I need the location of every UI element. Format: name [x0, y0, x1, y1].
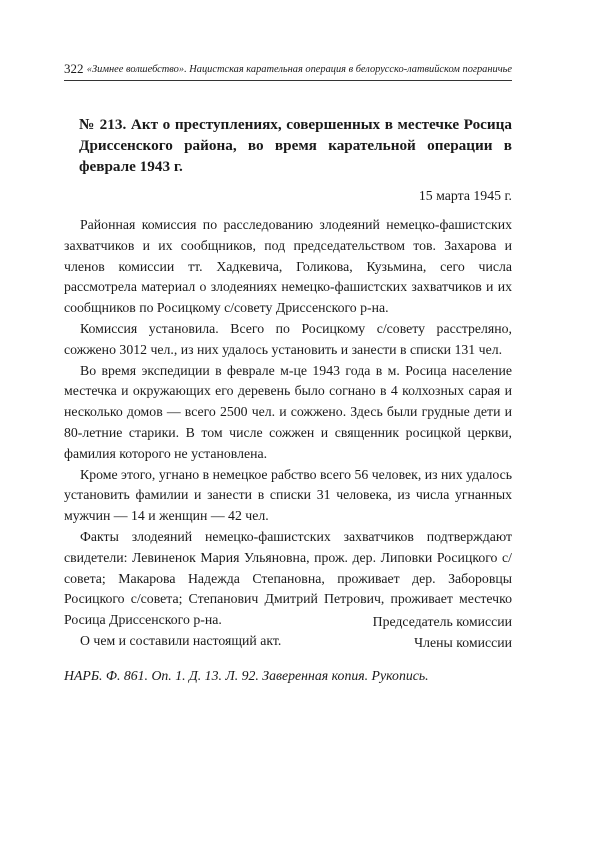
running-title: «Зимнее волшебство». Нацистская карательная операция в белорусско-латвийском пограничье [86, 64, 512, 75]
signature-members: Члены комиссии [414, 634, 512, 650]
paragraph: Районная комиссия по расследованию злодеяний немецко-фашистских захватчиков и их сообщников, под председательством тов. Захарова и членов комиссии тт. Хадкевича, Голикова, Кузьмина, сего числа рассмотрела материал о злодеяниях немецко-фашистских захватчиков и их сообщников по Росицкому с/совету Дриссенского р-на. [64, 217, 512, 316]
signature-block [373, 612, 512, 654]
paragraph: О чем и составили настоящий акт. [80, 632, 282, 648]
document-date: 15 марта 1945 г. [418, 188, 512, 203]
document-title-text: № 213. Акт о преступлениях, совершенных в местечке Росица Дриссенского района, во время карательной операции в феврале 1943 г. [79, 116, 512, 175]
paragraph: Кроме этого, угнано в немецкое рабство всего 56 человек, из них удалось установить фамилии и занести в списки 31 человека, из числа угнанных мужчин — 14 и женщин — 42 чел. [64, 466, 512, 524]
header-rule [64, 80, 512, 81]
document-title [64, 114, 512, 177]
paragraph: Комиссия установила. Всего по Росицкому с/совету расстреляно, сожжено 3012 чел., из них удалось установить и занести в списки 131 чел. [64, 320, 512, 357]
page-number: 322 [64, 61, 84, 76]
archival-source: НАРБ. Ф. 861. Оп. 1. Д. 13. Л. 92. Заверенная копия. Рукопись. [64, 668, 429, 683]
paragraph: Факты злодеяний немецко-фашистских захватчиков подтверждают свидетели: Левиненок Мария Ульяновна, прож. дер. Липовки Росицкого с/совета; Макарова Надежда Степановна, проживает дер. Заборовцы Росицкого с/совета; Степанович Дмитрий Петрович, проживает местечко Росица Дриссенского р-на. [64, 528, 512, 628]
signature-chairman: Председатель комиссии [372, 614, 512, 629]
document-body [64, 215, 512, 652]
paragraph: Во время экспедиции в феврале м-це 1943 года в м. Росица население местечка и окружающих его деревень было согнано в 4 колхозных сарая и несколько домов — всего 2500 чел. и сожжено. Здесь были грудные дети и 80-летние старики. В том числе сожжен и священник росицкой церкви, фамилия которого не установлена. [64, 362, 512, 461]
